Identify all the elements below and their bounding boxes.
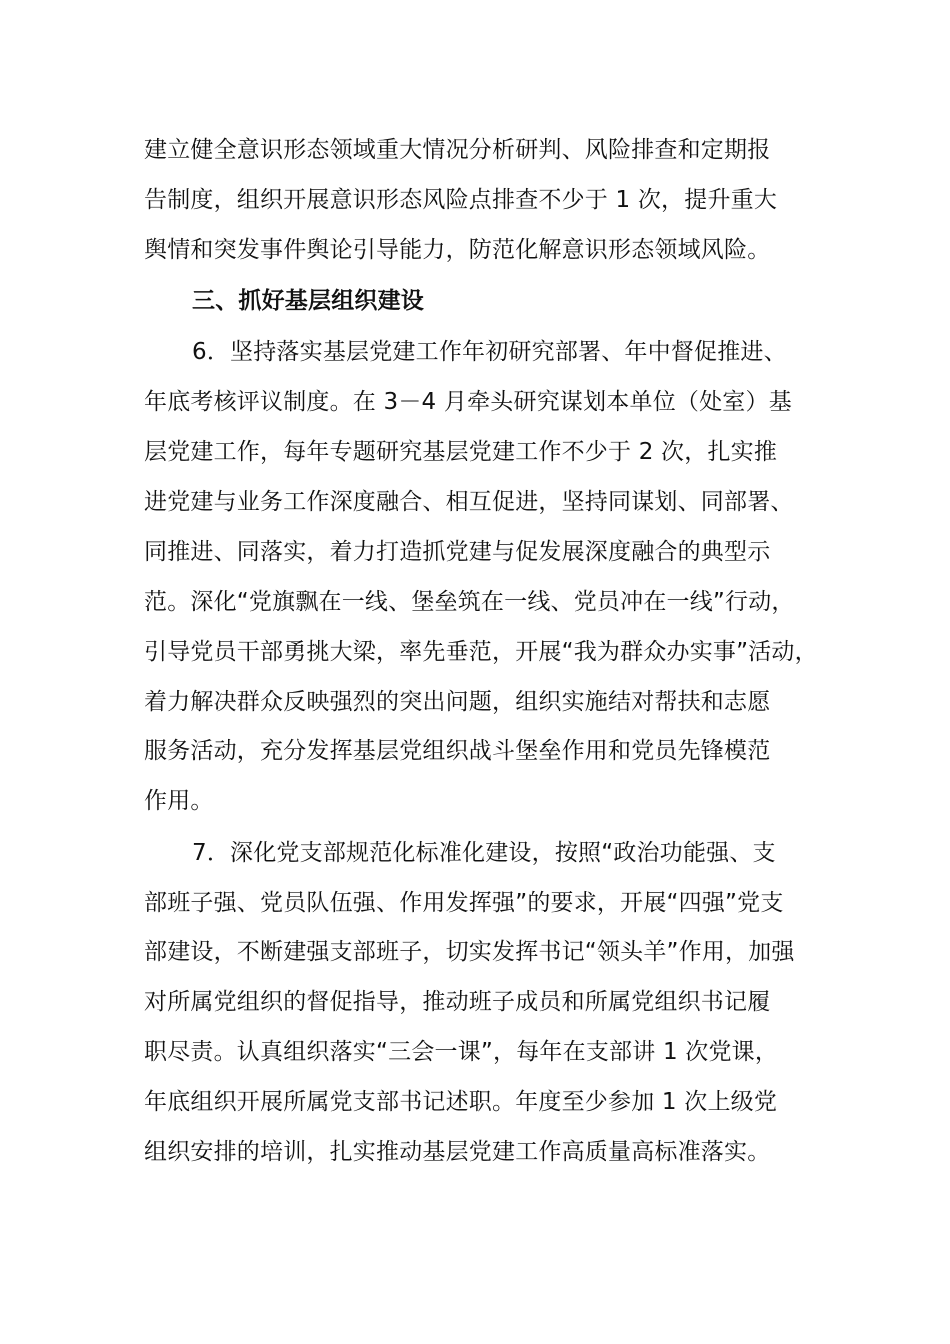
paragraph-line: 部建设，不断建强支部班子，切实发挥书记“领头羊”作用，加强 (144, 939, 795, 965)
paragraph-line: 范。深化“党旗飘在一线、堡垒筑在一线、党员冲在一线”行动， (144, 589, 795, 615)
paragraph-line: 职尽责。认真组织落实“三会一课”，每年在支部讲 1 次党课， (144, 1039, 779, 1065)
paragraph-line: 7．深化党支部规范化标准化建设，按照“政治功能强、支 (192, 840, 776, 866)
paragraph-line: 进党建与业务工作深度融合、相互促进，坚持同谋划、同部署、 (144, 489, 794, 515)
paragraph-line: 层党建工作，每年专题研究基层党建工作不少于 2 次，扎实推 (144, 439, 778, 465)
paragraph-line: 组织安排的培训，扎实推动基层党建工作高质量高标准落实。 (144, 1139, 771, 1165)
paragraph-line: 同推进、同落实，着力打造抓党建与促发展深度融合的典型示 (144, 539, 771, 565)
paragraph-line: 部班子强、党员队伍强、作用发挥强”的要求，开展“四强”党支 (144, 890, 784, 916)
paragraph-line: 建立健全意识形态领域重大情况分析研判、风险排查和定期报 (144, 137, 771, 163)
paragraph-line: 作用。 (144, 788, 214, 814)
paragraph-line: 引导党员干部勇挑大梁，率先垂范，开展“我为群众办实事”活动， (144, 639, 818, 665)
paragraph-line: 告制度，组织开展意识形态风险点排查不少于 1 次，提升重大 (144, 187, 778, 213)
paragraph-line: 着力解决群众反映强烈的突出问题，组织实施结对帮扶和志愿 (144, 689, 771, 715)
paragraph-line: 年底组织开展所属党支部书记述职。年度至少参加 1 次上级党 (144, 1089, 778, 1115)
paragraph-line: 6．坚持落实基层党建工作年初研究部署、年中督促推进、 (192, 339, 787, 365)
paragraph-line: 对所属党组织的督促指导，推动班子成员和所属党组织书记履 (144, 989, 771, 1015)
paragraph-line: 舆情和突发事件舆论引导能力，防范化解意识形态领域风险。 (144, 237, 771, 263)
paragraph-line: 年底考核评议制度。在 3－4 月牵头研究谋划本单位（处室）基 (144, 389, 792, 415)
section-heading: 三、抓好基层组织建设 (192, 288, 424, 314)
paragraph-line: 服务活动，充分发挥基层党组织战斗堡垒作用和党员先锋模范 (144, 738, 771, 764)
